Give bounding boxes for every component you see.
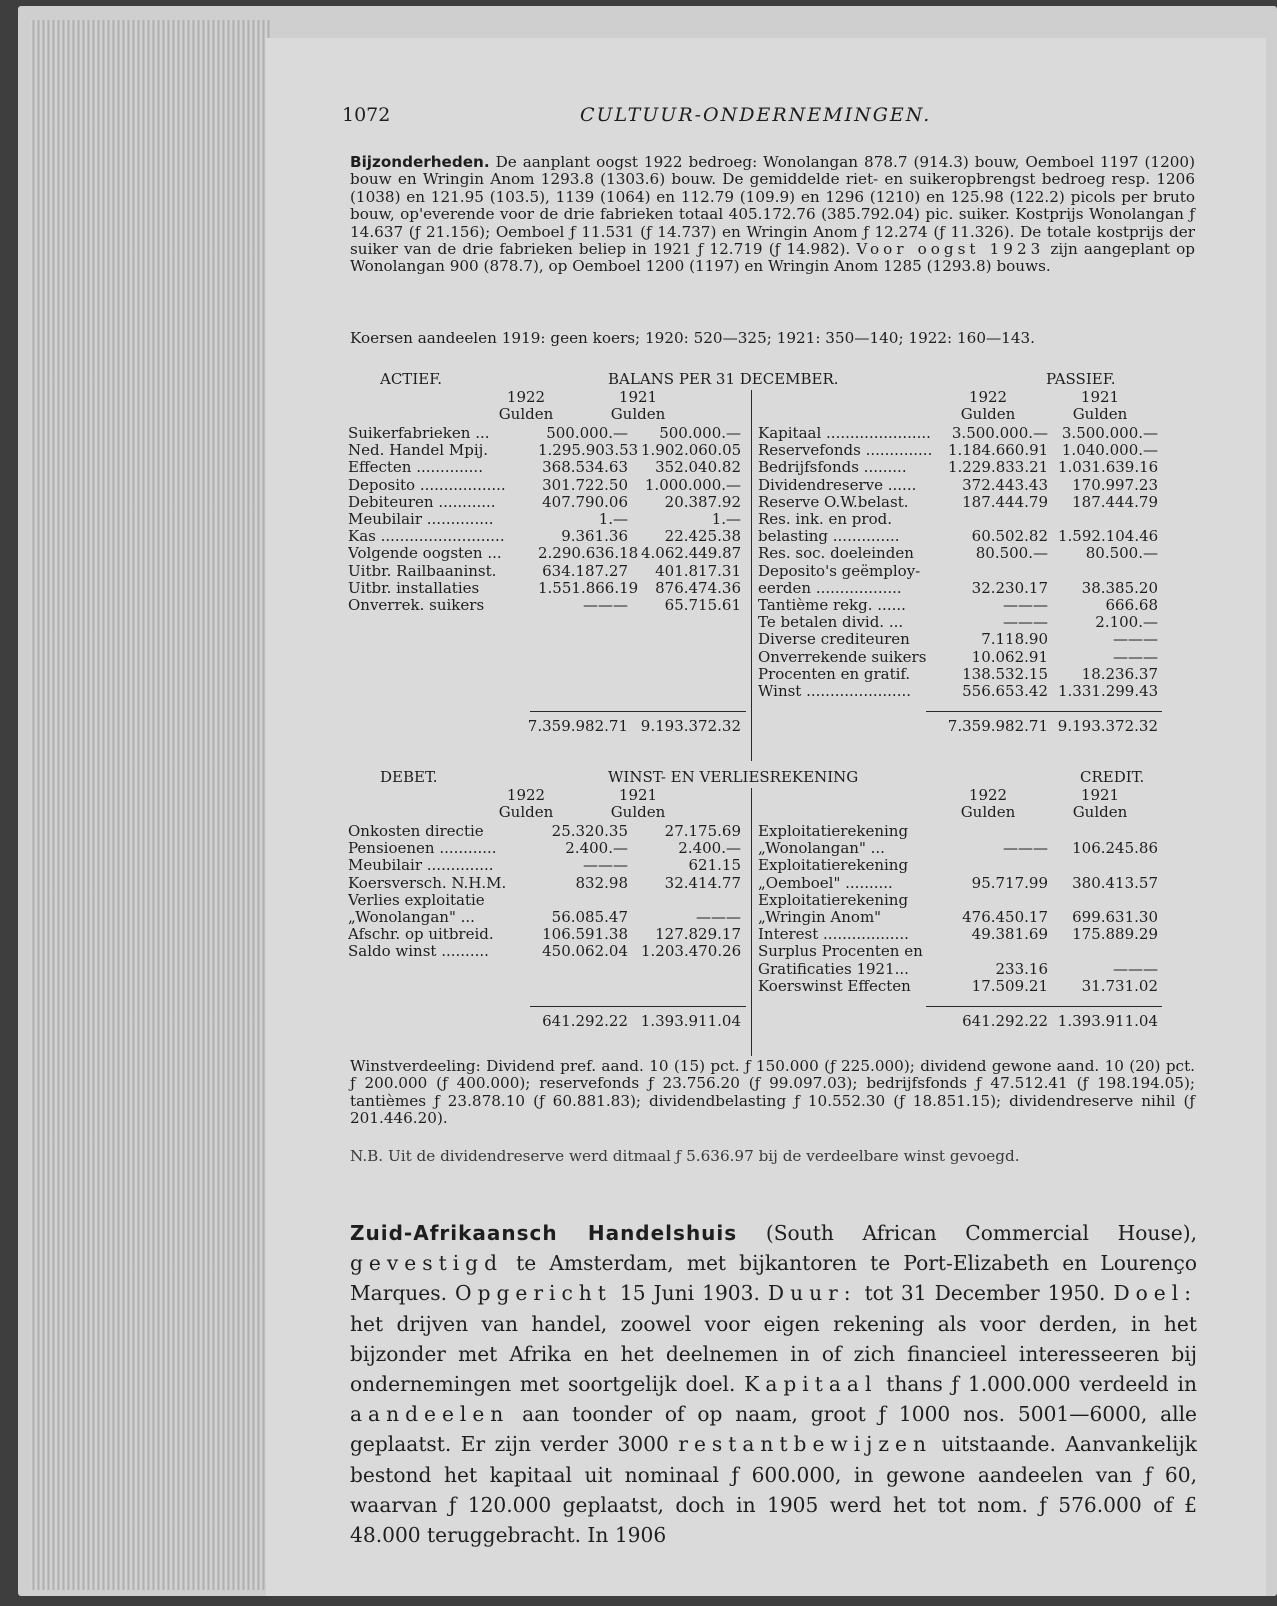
right-value-1922: 17.509.21 <box>971 976 1048 995</box>
right-value-1921: 3.500.000.— <box>1061 424 1158 442</box>
credit-title: CREDIT. <box>1080 768 1145 786</box>
right-value-1922: 49.381.69 <box>971 925 1048 944</box>
right-value-1921: 170.997.23 <box>1072 475 1158 494</box>
left-value-1922: ——— <box>583 596 628 614</box>
left-label: Meubilair .............. <box>348 856 494 875</box>
left-label: Meubilair .............. <box>348 510 494 528</box>
gevestigd-label: gevestigd <box>350 1251 503 1276</box>
total-value: 9.193.372.32 <box>640 717 741 736</box>
bijzonderheden-text: De aanplant oogst 1922 bedroeg: Wonolangan 878.7 (914.3) bouw, Oemboel 1197 (1200) bouw en Wringin Anom 1293.8 (1303.6) bouw. De gemiddelde riet- en suikeropbrengst bedroeg resp. 1206 (1038) en 121.95 (103.5), 1139 (1064) en 112.79 (109.9) en 1296 (1210) en 125.98 (122.2) picols per bruto bouw, op'everende voor de drie fabrieken totaal 405.172.76 (385.792.04) pic. suiker. Kostprijs Wonolangan ƒ 14.637 (ƒ 21.156); Oemboel ƒ 11.531 (ƒ 14.737) en Wringin Anom ƒ 12.274 (ƒ 11.326). De totale kostprijs der suiker van de drie fabrieken beliep in 1921 ƒ 12.719 (ƒ 14.982). <box>350 153 1196 259</box>
right-label: Bedrijfsfonds ......... <box>758 458 907 477</box>
aandeelen-label: aandeelen <box>350 1402 510 1427</box>
left-value-1922: 832.98 <box>575 873 628 892</box>
right-label: Gratificaties 1921... <box>758 959 909 978</box>
left-value-1922: 9.361.36 <box>561 527 628 546</box>
right-value-1921: 1.031.639.16 <box>1058 458 1159 477</box>
right-value-1922: 95.717.99 <box>971 873 1048 892</box>
right-value-1921: ——— <box>1113 647 1158 666</box>
right-value-1922: 1.184.660.91 <box>948 441 1049 460</box>
left-label: Koersversch. N.H.M. <box>348 873 507 892</box>
entry-text: het drijven van handel, zoowel voor eigen rekening als voor derden, in het bijzonder met Afrika en het deelnemen in of zich financieel interesseeren bij ondernemingen met soortgelijk doel. <box>350 1311 1197 1397</box>
right-value-1922: 80.500.— <box>975 544 1048 563</box>
left-value-1922: 2.290.636.18 <box>538 544 639 563</box>
right-value-1921: 380.413.57 <box>1072 873 1158 892</box>
left-label: Afschr. op uitbreid. <box>348 925 494 944</box>
left-value-1921: 352.040.82 <box>655 458 741 477</box>
total-rule <box>926 711 1162 712</box>
company-name: Zuid-Afrikaansch Handelshuis <box>350 1221 738 1245</box>
right-label: eerden .................. <box>758 578 902 597</box>
year-header: 1922 <box>506 786 546 804</box>
left-label: Uitbr. Railbaaninst. <box>348 561 497 580</box>
right-label: „Wringin Anom" <box>758 908 882 926</box>
total-value: 9.193.372.32 <box>1057 717 1158 736</box>
koersen-line: Koersen aandeelen 1919: geen koers; 1920: 520—325; 1921: 350—140; 1922: 160—143. <box>350 329 1035 347</box>
right-value-1922: ——— <box>1003 613 1048 632</box>
right-label: Reserve O.W.belast. <box>758 492 909 511</box>
left-value-1922: 1.295.903.53 <box>538 441 639 460</box>
left-value-1921: 401.817.31 <box>655 561 741 580</box>
page-edges <box>30 20 270 1590</box>
right-value-1922: ——— <box>1003 596 1048 614</box>
bijzonderheden-paragraph <box>350 154 1195 276</box>
left-label: Volgende oogsten ... <box>348 544 502 563</box>
running-title: CULTUUR-ONDERNEMINGEN. <box>580 104 932 126</box>
year-header: 1921 <box>1080 786 1120 804</box>
unit-header: Gulden <box>610 405 666 423</box>
profit-loss-title: WINST- EN VERLIESREKENING <box>608 768 859 786</box>
left-label: Kas .......................... <box>348 527 505 546</box>
unit-header: Gulden <box>960 803 1016 821</box>
left-value-1922: 106.591.38 <box>542 925 628 944</box>
right-label: Kapitaal ...................... <box>758 424 931 442</box>
left-value-1922: 1.— <box>598 510 628 528</box>
voor-oogst-label: Voor oogst 1923 <box>856 240 1045 259</box>
left-label: Deposito .................. <box>348 475 506 494</box>
right-value-1922: 60.502.82 <box>971 527 1048 546</box>
right-value-1922: 7.118.90 <box>981 630 1048 649</box>
right-value-1921: 187.444.79 <box>1072 492 1158 511</box>
left-value-1922: 25.320.35 <box>551 822 628 840</box>
entry-text: (South African Commercial House), <box>765 1221 1197 1245</box>
unit-header: Gulden <box>610 803 666 821</box>
right-value-1921: 2.100.— <box>1095 613 1158 632</box>
left-value-1921: 1.000.000.— <box>644 475 741 494</box>
column-divider <box>751 390 752 761</box>
left-value-1922: 450.062.04 <box>542 942 628 961</box>
right-label: Procenten en gratif. <box>758 664 911 683</box>
right-value-1921: 666.68 <box>1105 596 1158 614</box>
right-value-1921: 699.631.30 <box>1072 908 1158 926</box>
left-value-1922: 368.534.63 <box>542 458 628 477</box>
nb-note: N.B. Uit de dividendreserve werd ditmaal ƒ 5.636.97 bij de verdeelbare winst gevoegd. <box>350 1147 1020 1165</box>
right-value-1922: 1.229.833.21 <box>948 458 1049 477</box>
doel-label: Doel: <box>1113 1281 1197 1306</box>
left-value-1922: 407.790.06 <box>542 492 628 511</box>
left-label: Suikerfabrieken ... <box>348 424 490 442</box>
left-value-1921: 621.15 <box>688 856 741 875</box>
year-header: 1921 <box>1080 388 1120 406</box>
year-header: 1922 <box>968 388 1008 406</box>
right-value-1921: ——— <box>1113 630 1158 649</box>
left-value-1921: 4.062.449.87 <box>641 544 742 563</box>
entry-text: te Amsterdam, met bijkantoren te Port-Elizabeth en Lourenço Marques. <box>350 1251 1197 1306</box>
left-label: Pensioenen ............ <box>348 839 497 858</box>
year-header: 1921 <box>618 388 658 406</box>
balance-title: BALANS PER 31 DECEMBER. <box>608 370 839 388</box>
right-label: Exploitatierekening <box>758 890 909 909</box>
left-value-1921: 32.414.77 <box>664 873 741 892</box>
right-value-1921: 1.592.104.46 <box>1058 527 1159 546</box>
left-value-1922: 56.085.47 <box>551 908 628 926</box>
unit-header: Gulden <box>498 405 554 423</box>
right-value-1921: 175.889.29 <box>1072 925 1158 944</box>
left-label: Saldo winst .......... <box>348 942 489 961</box>
left-label: Ned. Handel Mpij. <box>348 441 489 460</box>
left-value-1921: 65.715.61 <box>664 596 741 614</box>
winstverdeeling-paragraph: Winstverdeeling: Dividend pref. aand. 10 (15) pct. ƒ 150.000 (ƒ 225.000); dividend gewone aand. 10 (20) pct. ƒ 200.000 (ƒ 400.000); reservefonds ƒ 23.756.20 (ƒ 99.097.03); bedrijfsfonds ƒ 47.512.41 (ƒ 198.194.05); tantièmes ƒ 23.878.10 (ƒ 60.881.83); dividendbelasting ƒ 10.552.30 (ƒ 18.851.15); dividendreserve nihil (ƒ 201.446.20). <box>350 1057 1195 1128</box>
left-value-1921: 2.400.— <box>678 839 741 858</box>
right-label: Tantième rekg. ...... <box>758 596 906 614</box>
left-value-1921: 1.— <box>711 510 741 528</box>
right-value-1922: 556.653.42 <box>962 682 1048 700</box>
left-value-1922: 634.187.27 <box>542 561 628 580</box>
right-label: Onverrekende suikers <box>758 647 927 666</box>
left-value-1921: 1.902.060.05 <box>641 441 742 460</box>
right-value-1922: 32.230.17 <box>971 578 1048 597</box>
right-value-1922: 187.444.79 <box>962 492 1048 511</box>
unit-header: Gulden <box>960 405 1016 423</box>
right-value-1921: 106.245.86 <box>1072 839 1158 858</box>
left-value-1921: 127.829.17 <box>655 925 741 944</box>
left-value-1922: ——— <box>583 856 628 875</box>
right-label: Surplus Procenten en <box>758 942 923 961</box>
bijzonderheden-label: Bijzonderheden. <box>350 153 490 171</box>
page-number: 1072 <box>342 104 391 126</box>
left-value-1921: 500.000.— <box>659 424 741 442</box>
total-rule <box>926 1006 1162 1007</box>
left-value-1921: 876.474.36 <box>655 578 741 597</box>
right-value-1921: 1.331.299.43 <box>1058 682 1159 700</box>
entry-text: 15 Juni 1903. <box>619 1281 760 1306</box>
company-entry <box>350 1218 1197 1550</box>
left-label: Verlies exploitatie <box>348 890 485 909</box>
kapitaal-label: Kapitaal <box>744 1372 878 1397</box>
right-label: Winst ...................... <box>758 682 912 700</box>
column-divider <box>751 788 752 1056</box>
right-value-1922: 3.500.000.— <box>951 424 1048 442</box>
entry-text: thans ƒ 1.000.000 verdeeld in <box>886 1372 1197 1397</box>
right-value-1922: ——— <box>1003 839 1048 858</box>
profit-loss-account <box>348 768 1198 1038</box>
left-value-1921: 1.203.470.26 <box>641 942 742 961</box>
total-value: 1.393.911.04 <box>1057 1012 1158 1030</box>
right-value-1921: 31.731.02 <box>1081 976 1158 995</box>
left-value-1922: 1.551.866.19 <box>538 578 639 597</box>
total-value: 641.292.22 <box>962 1012 1048 1030</box>
right-label: Deposito's geëmploy- <box>758 561 921 580</box>
passief-title: PASSIEF. <box>1046 370 1116 388</box>
right-label: Res. soc. doeleinden <box>758 544 914 563</box>
right-label: „Oemboel" .......... <box>758 873 893 892</box>
left-label: Debiteuren ............ <box>348 492 496 511</box>
actief-title: ACTIEF. <box>380 370 443 388</box>
right-label: „Wonolangan" ... <box>758 839 885 858</box>
entry-text: tot 31 December 1950. <box>864 1281 1106 1306</box>
right-label: Exploitatierekening <box>758 822 909 840</box>
entry-text: uitstaande. Aanvankelijk bestond het kapitaal uit nominaal ƒ 600.000, in gewone aandeelen van ƒ 60, waarvan ƒ 120.000 geplaatst, doch in 1905 werd het tot nom. ƒ 576.000 of £ 48.000 teruggebracht. In 1906 <box>350 1432 1198 1548</box>
debet-title: DEBET. <box>380 768 438 786</box>
total-value: 7.359.982.71 <box>527 717 628 736</box>
left-value-1922: 301.722.50 <box>542 475 628 494</box>
right-label: Res. ink. en prod. <box>758 510 892 528</box>
right-label: Diverse crediteuren <box>758 630 910 649</box>
left-value-1921: ——— <box>696 908 741 926</box>
right-label: Interest .................. <box>758 925 909 944</box>
entry-text: aan toonder of op naam, groot ƒ 1000 nos. 5001—6000, alle geplaatst. Er zijn verder 3000 <box>350 1402 1198 1457</box>
left-label: Effecten .............. <box>348 458 483 477</box>
left-value-1921: 27.175.69 <box>664 822 741 840</box>
year-header: 1922 <box>506 388 546 406</box>
left-label: Uitbr. installaties <box>348 578 480 597</box>
right-value-1922: 372.443.43 <box>962 475 1048 494</box>
total-rule <box>530 711 746 712</box>
right-value-1922: 233.16 <box>995 959 1048 978</box>
left-value-1922: 500.000.— <box>546 424 628 442</box>
total-value: 641.292.22 <box>542 1012 628 1030</box>
right-label: Te betalen divid. ... <box>758 613 904 632</box>
unit-header: Gulden <box>1072 803 1128 821</box>
right-label: Dividendreserve ...... <box>758 475 917 494</box>
total-value: 7.359.982.71 <box>947 717 1048 736</box>
right-label: Reservefonds .............. <box>758 441 933 460</box>
right-value-1922: 10.062.91 <box>971 647 1048 666</box>
total-value: 1.393.911.04 <box>640 1012 741 1030</box>
left-label: „Wonolangan" ... <box>348 908 475 926</box>
right-value-1922: 138.532.15 <box>962 664 1048 683</box>
right-value-1921: 1.040.000.— <box>1061 441 1158 460</box>
right-value-1922: 476.450.17 <box>962 908 1048 926</box>
left-label: Onverrek. suikers <box>348 596 485 614</box>
running-header <box>342 104 1192 132</box>
unit-header: Gulden <box>1072 405 1128 423</box>
opgericht-label: Opgericht <box>455 1281 612 1306</box>
right-value-1921: 38.385.20 <box>1081 578 1158 597</box>
left-value-1921: 22.425.38 <box>664 527 741 546</box>
right-label: belasting .............. <box>758 527 900 546</box>
restantbewijzen-label: restantbewijzen <box>678 1432 932 1457</box>
right-value-1921: 18.236.37 <box>1081 664 1158 683</box>
left-label: Onkosten directie <box>348 822 484 840</box>
left-value-1922: 2.400.— <box>565 839 628 858</box>
right-value-1921: 80.500.— <box>1085 544 1158 563</box>
duur-label: Duur: <box>767 1281 857 1306</box>
right-label: Exploitatierekening <box>758 856 909 875</box>
year-header: 1922 <box>968 786 1008 804</box>
voor-oogst-text: zijn aangeplant op Wonolangan 900 (878.7), op Oemboel 1200 (1197) en Wringin Anom 1285 (1293.8) bouws. <box>350 240 1195 276</box>
unit-header: Gulden <box>498 803 554 821</box>
year-header: 1921 <box>618 786 658 804</box>
left-value-1921: 20.387.92 <box>664 492 741 511</box>
right-label: Koerswinst Effecten <box>758 976 911 995</box>
right-value-1921: ——— <box>1113 959 1158 978</box>
total-rule <box>530 1006 746 1007</box>
balance-sheet <box>348 370 1198 750</box>
